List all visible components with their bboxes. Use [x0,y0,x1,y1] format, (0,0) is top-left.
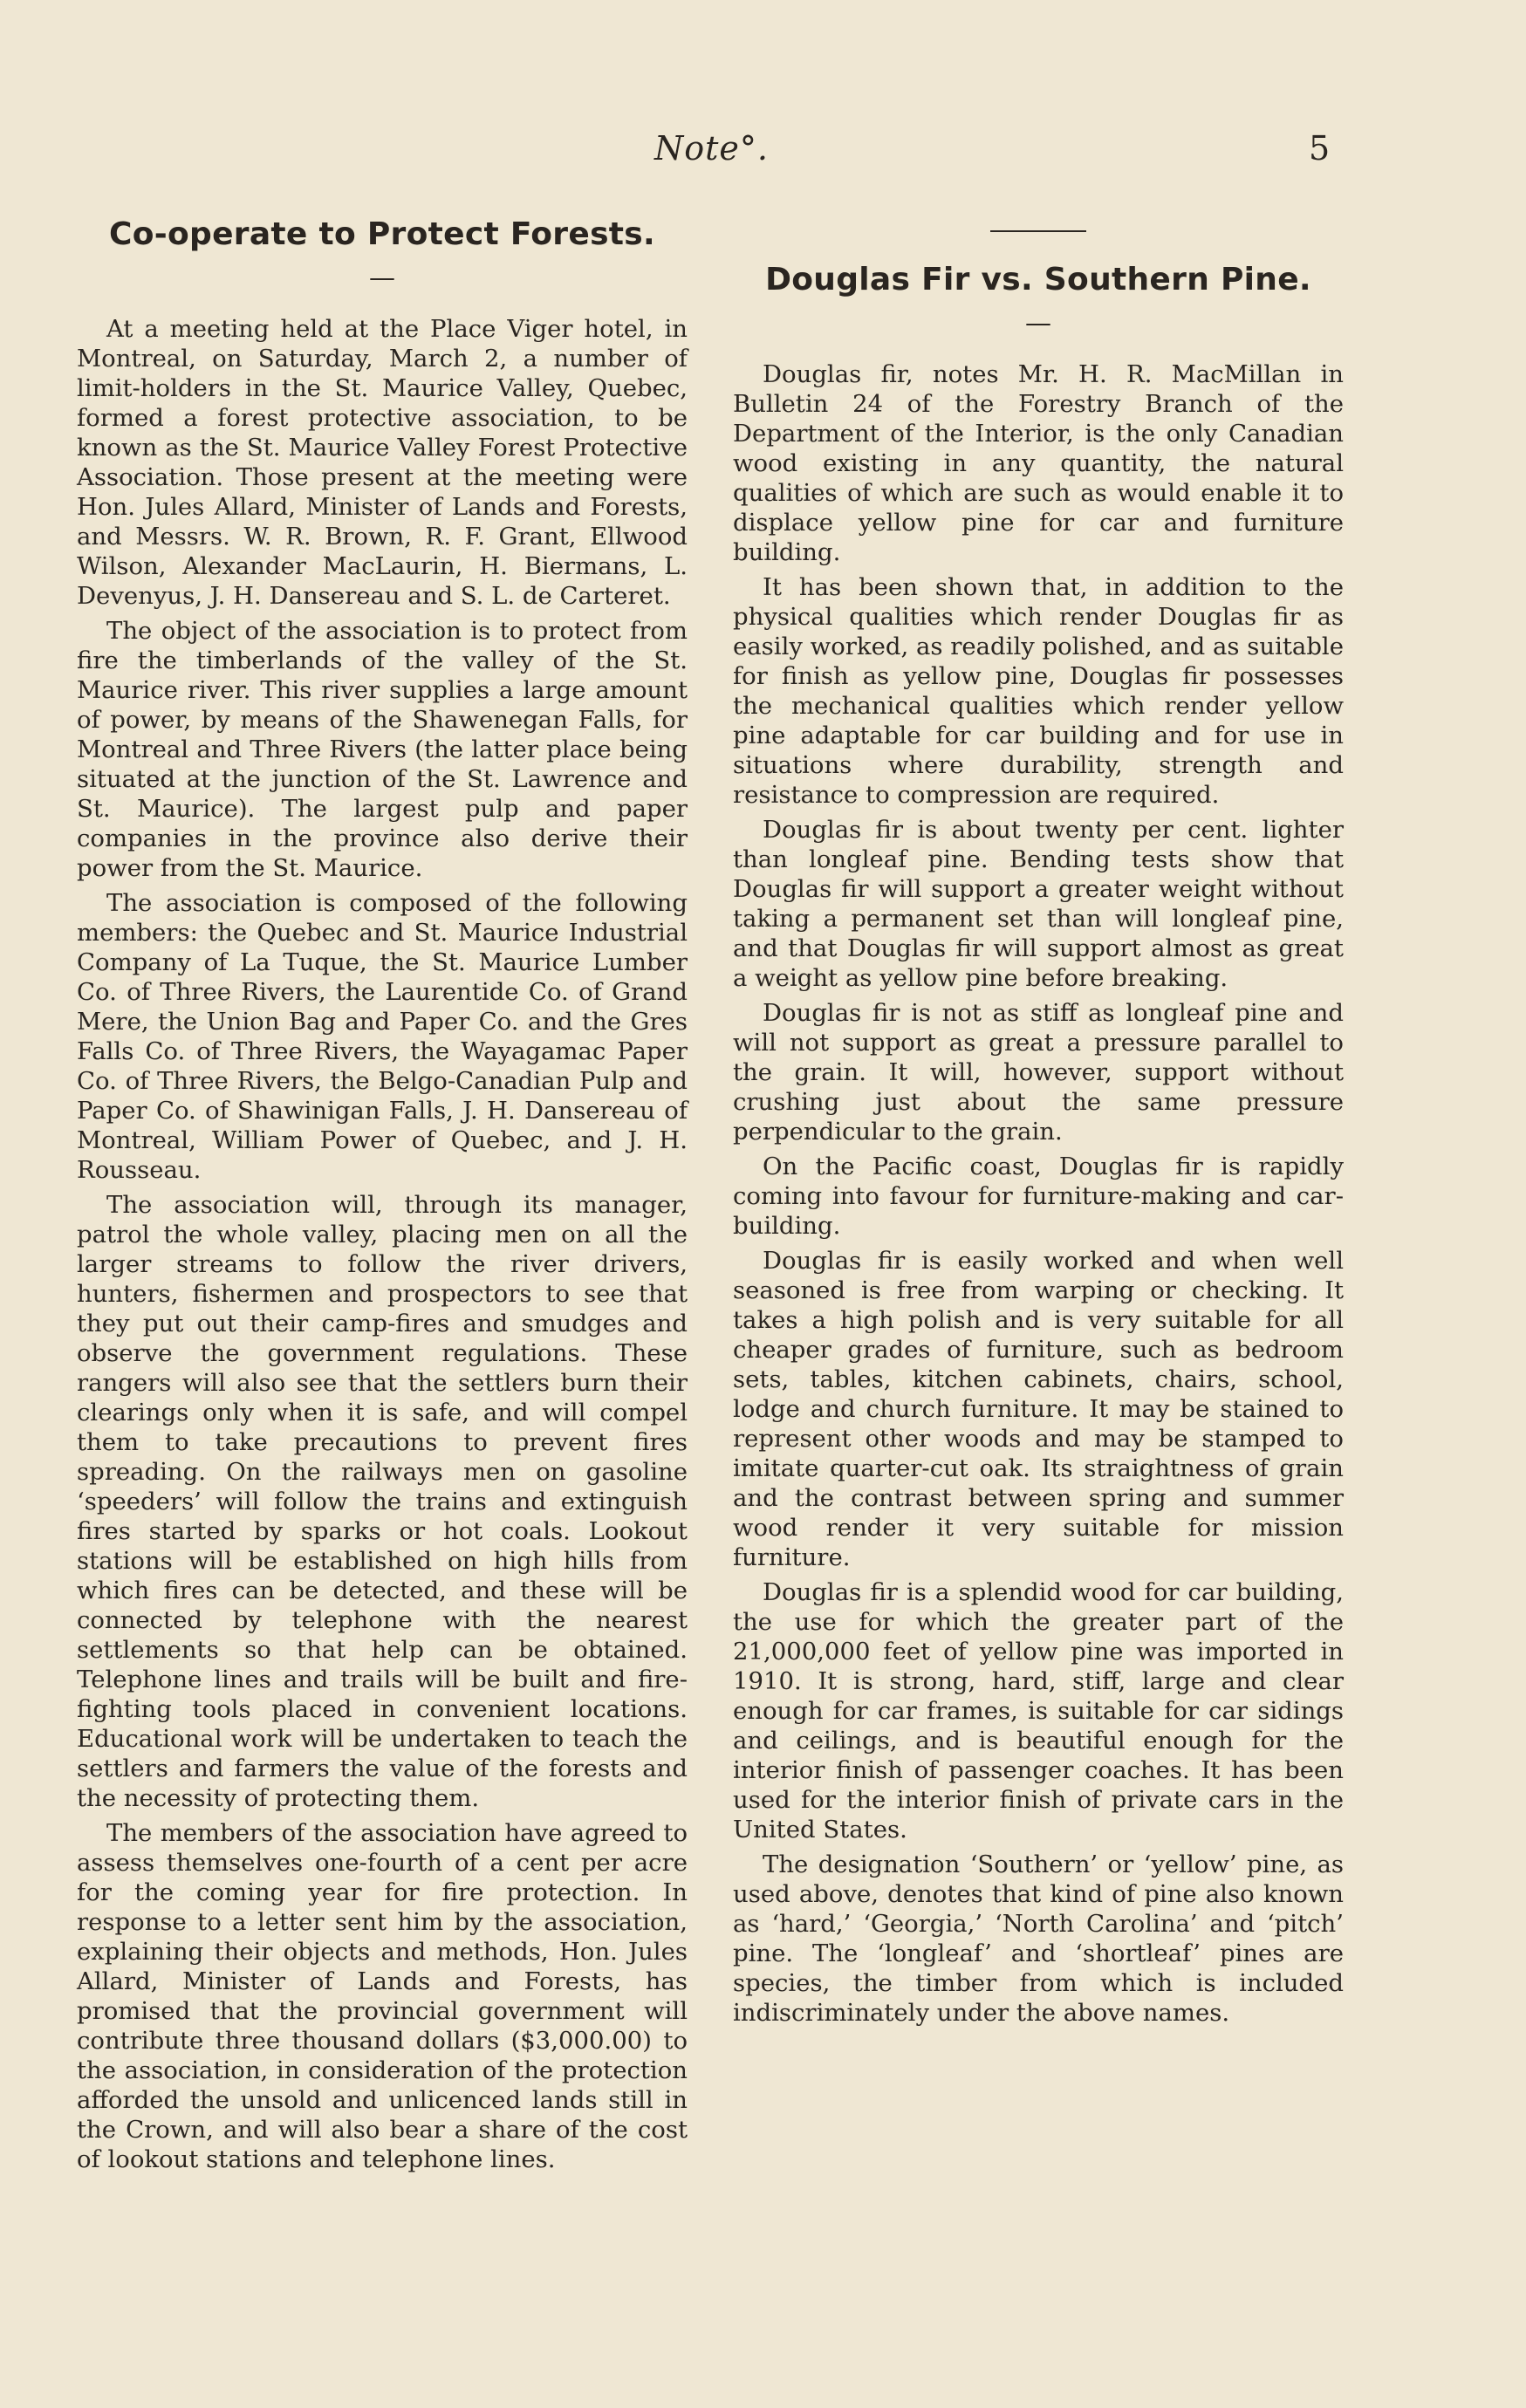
right-column [733,209,1344,2033]
article-title: Douglas Fir vs. Southern Pine. [765,262,1311,298]
article-paragraph: Douglas fir is a splendid wood for car building, the use for which the greater part of the 21,000,000 feet of yellow pine was imported in 1910. It is strong, hard, stiff, large and clear enough for car frames, is suitable for car sidings and ceilings, and is beautiful enough for the interior finish of passenger coaches. It has been used for the interior finish of private cars in the United States. [733,1578,1344,1844]
article-paragraph: The association is composed of the following members: the Quebec and St. Maurice Industrial Company of La Tuque, the St. Maurice Lumber Co. of Three Rivers, the Laurentide Co. of Grand Mere, the Union Bag and Paper Co. and the Gres Falls Co. of Three Rivers, the Wayagamac Paper Co. of Three Rivers, the Belgo-Canadian Pulp and Paper Co. of Shawinigan Falls, J. H. Dansereau of Montreal, William Power of Quebec, and J. H. Rousseau. [77,889,688,1184]
title-separator: — [369,263,395,293]
article-paragraph: Douglas fir, notes Mr. H. R. MacMillan in Bulletin 24 of the Forestry Branch of the Department of the Interior, is the only Canadian wood existing in any quantity, the natural qualities of which are such as would enable it to displace yellow pine for car and furniture building. [733,360,1344,566]
section-divider [990,230,1086,232]
running-head: Note°. [654,129,769,168]
article-paragraph: Douglas fir is easily worked and when well seasoned is free from warping or checking. It takes a high polish and is very suitable for all cheaper grades of furniture, such as bedroom sets, tables, kitchen cabinets, chairs, school, lodge and church furniture. It may be stained to represent other woods and may be stamped to imitate quarter-cut oak. Its straightness of grain and the contrast between spring and summer wood render it very suitable for mission furniture. [733,1247,1344,1571]
title-separator: — [1025,308,1051,339]
article-paragraph: The association will, through its manager, patrol the whole valley, placing men on all the larger streams to follow the river drivers, hunters, fishermen and prospectors to see that they put out their camp-fires and smudges and observe the government regulations. These rangers will also see that the settlers burn their clearings only when it is safe, and will compel them to take precautions to prevent fires spreading. On the railways men on gasoline ‘speeders’ will follow the trains and extinguish fires started by sparks or hot coals. Lookout stations will be established on high hills from which fires can be detected, and these will be connected by telephone with the nearest settlements so that help can be obtained. Telephone lines and trails will be built and fire-fighting tools placed in convenient locations. Educational work will be undertaken to teach the settlers and farmers the value of the forests and the necessity of protecting them. [77,1191,688,1812]
article-paragraph: The members of the association have agreed to assess themselves one-fourth of a cent per acre for the coming year for fire protection. In response to a letter sent him by the association, explaining their objects and methods, Hon. Jules Allard, Minister of Lands and Forests, has promised that the provincial government will contribute three thousand dollars ($3,000.00) to the association, in consideration of the protection afforded the unsold and unlicenced lands still in the Crown, and will also bear a share of the cost of lookout stations and telephone lines. [77,1819,688,2173]
article-paragraph: On the Pacific coast, Douglas fir is rapidly coming into favour for furniture-making and car-building. [733,1153,1344,1240]
article-paragraph: At a meeting held at the Place Viger hotel, in Montreal, on Saturday, March 2, a number of limit-holders in the St. Maurice Valley, Quebec, formed a forest protective association, to be known as the St. Maurice Valley Forest Protective Association. Those present at the meeting were Hon. Jules Allard, Minister of Lands and Forests, and Messrs. W. R. Brown, R. F. Grant, Ellwood Wilson, Alexander MacLaurin, H. Biermans, L. Devenyus, J. H. Dansereau and S. L. de Carteret. [77,315,688,610]
article-paragraph: The designation ‘Southern’ or ‘yellow’ pine, as used above, denotes that kind of pine also known as ‘hard,’ ‘Georgia,’ ‘North Carolina’ and ‘pitch’ pine. The ‘longleaf’ and ‘shortleaf’ pines are species, the timber from which is included indiscriminately under the above names. [733,1850,1344,2027]
left-column [77,209,688,2179]
page-number: 5 [1309,129,1331,168]
article-title: Co-operate to Protect Forests. [108,216,656,252]
article-paragraph: Douglas fir is about twenty per cent. lighter than longleaf pine. Bending tests show that Douglas fir will support a greater weight without taking a permanent set than will longleaf pine, and that Douglas fir will support almost as great a weight as yellow pine before breaking. [733,816,1344,992]
article-paragraph: It has been shown that, in addition to the physical qualities which render Douglas fir as easily worked, as readily polished, and as suitable for finish as yellow pine, Douglas fir possesses the mechanical qualities which render yellow pine adaptable for car building and for use in situations where durability, strength and resistance to compression are required. [733,573,1344,809]
article-paragraph: Douglas fir is not as stiff as longleaf pine and will not support as great a pressure parallel to the grain. It will, however, support without crushing just about the same pressure perpendicular to the grain. [733,999,1344,1146]
article-paragraph: The object of the association is to protect from fire the timberlands of the valley of the St. Maurice river. This river supplies a large amount of power, by means of the Shawenegan Falls, for Montreal and Three Rivers (the latter place being situated at the junction of the St. Lawrence and St. Maurice). The largest pulp and paper companies in the province also derive their power from the St. Maurice. [77,617,688,882]
